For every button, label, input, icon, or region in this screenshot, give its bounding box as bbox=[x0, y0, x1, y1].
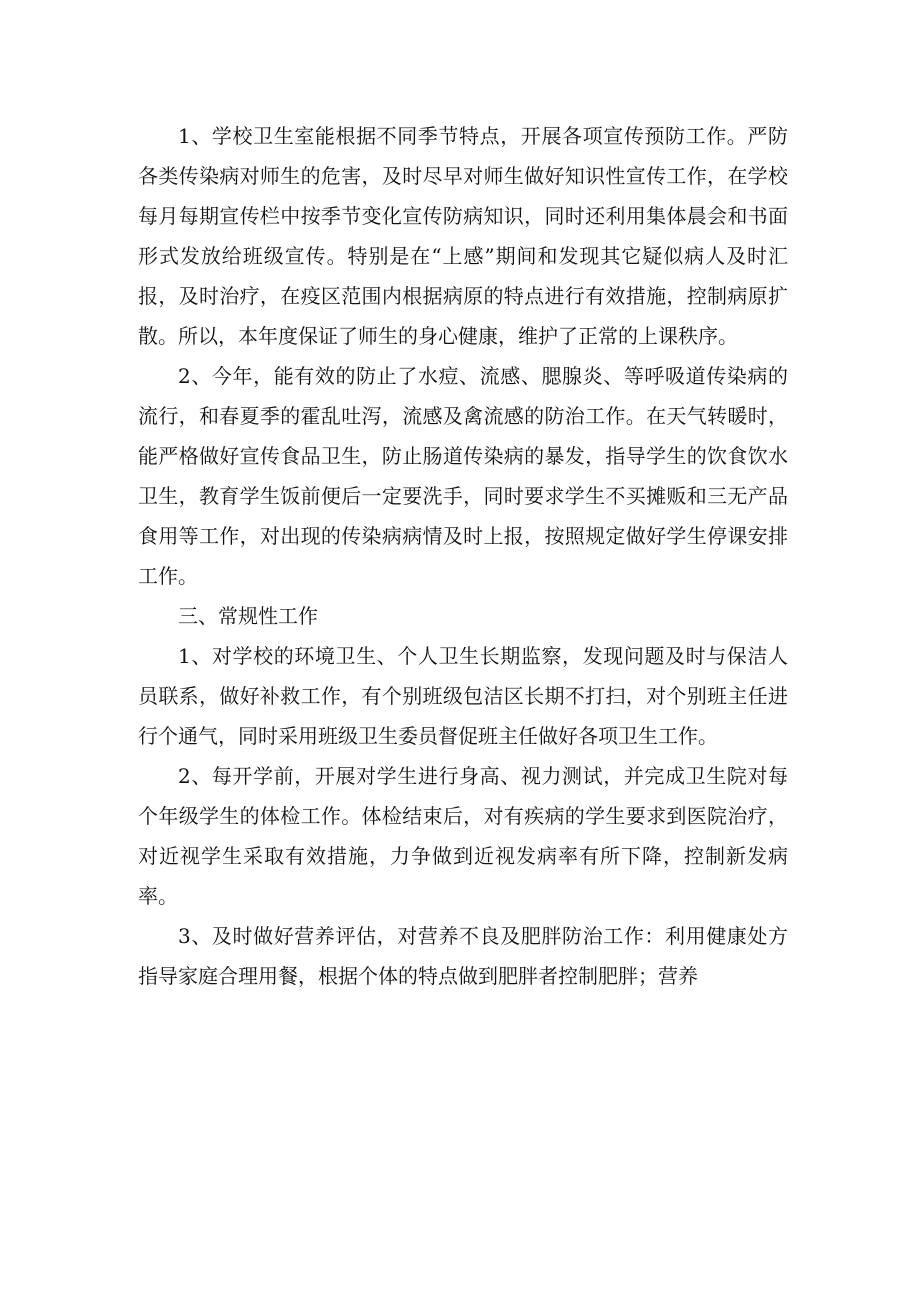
paragraph-seasonal-prevention: 1、学校卫生室能根据不同季节特点，开展各项宣传预防工作。严防各类传染病对师生的危害，及时尽早对师生做好知识性宣传工作，在学校每月每期宣传栏中按季节变化宣传防病知识，同时还利用集体晨会和书面形式发放给班级宣传。特别是在“上感”期间和发现其它疑似病人及时汇报，及时治疗，在疫区范围内根据病原的特点进行有效措施，控制病原扩散。所以，本年度保证了师生的身心健康，维护了正常的上课秩序。 bbox=[138, 124, 788, 348]
document-page bbox=[138, 116, 788, 996]
paragraph-physical-exam: 2、每开学前，开展对学生进行身高、视力测试，并完成卫生院对每个年级学生的体检工作。体检结束后，对有疾病的学生要求到医院治疗，对近视学生采取有效措施，力争做到近视发病率有所下降，控制新发病率。 bbox=[138, 764, 788, 908]
section-heading-routine-work: 三、常规性工作 bbox=[178, 604, 318, 628]
paragraph-respiratory-prevention: 2、今年，能有效的防止了水痘、流感、腮腺炎、等呼吸道传染病的流行，和春夏季的霍乱吐泻，流感及禽流感的防治工作。在天气转暖时，能严格做好宣传食品卫生，防止肠道传染病的暴发，指导学生的饮食饮水卫生，教育学生饭前便后一定要洗手，同时要求学生不买摊贩和三无产品食用等工作，对出现的传染病病情及时上报，按照规定做好学生停课安排工作。 bbox=[138, 364, 788, 588]
paragraph-nutrition-assessment: 3、及时做好营养评估，对营养不良及肥胖防治工作：利用健康处方指导家庭合理用餐，根据个体的特点做到肥胖者控制肥胖；营养 bbox=[138, 924, 788, 988]
paragraph-hygiene-supervision: 1、对学校的环境卫生、个人卫生长期监察，发现问题及时与保洁人员联系，做好补救工作，有个别班级包洁区长期不打扫，对个别班主任进行个通气，同时采用班级卫生委员督促班主任做好各项卫生工作。 bbox=[138, 644, 788, 748]
